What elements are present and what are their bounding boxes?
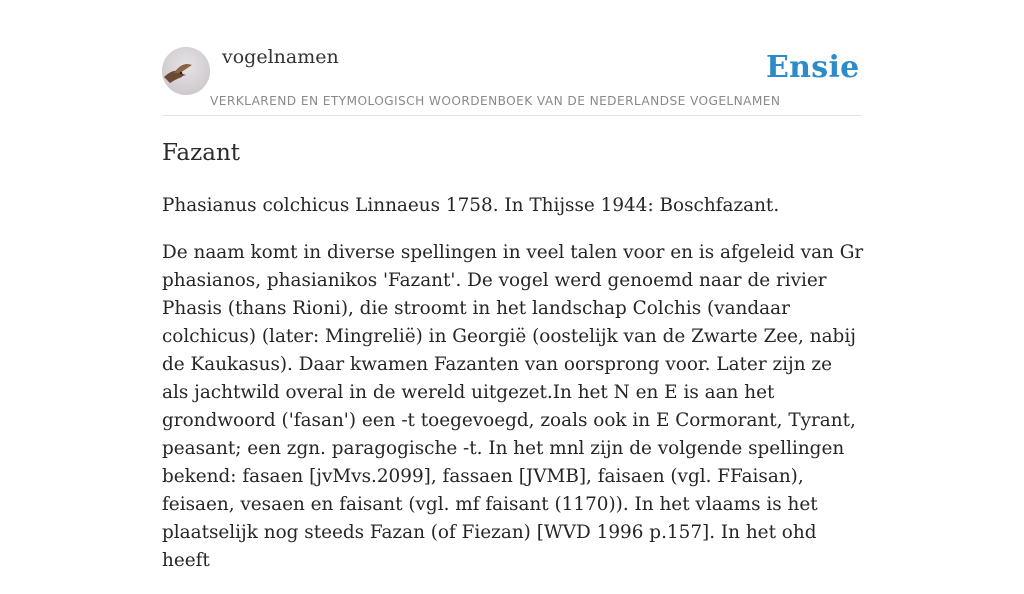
article-body <box>162 192 864 594</box>
article-paragraph-1: Phasianus colchicus Linnaeus 1758. In Thijsse 1944: Boschfazant. <box>162 195 780 216</box>
page-title: Fazant <box>162 140 240 166</box>
avatar[interactable] <box>162 47 210 95</box>
article-paragraph-2: De naam komt in diverse spellingen in veel talen voor en is afgeleid van Gr phasianos, phasianikos 'Fazant'. De vogel werd genoemd naar de rivier Phasis (thans Rioni), die stroomt in het landschap Colchis (vandaar colchicus) (later: Mingrelië) in Georgië (oostelijk van de Zwarte Zee, nabij de Kaukasus). Daar kwamen Fazanten van oorsprong voor. Later zijn ze als jachtwild overal in de wereld uitgezet.In het N en E is aan het grondwoord ('fasan') een -t toegevoegd, zoals ook in E Cormorant, Tyrant, peasant; een zgn. paragogische -t. In het mnl zijn de volgende spellingen bekend: fasaen [jvMvs.2099], fassaen [JVMB], faisaen (vgl. FFaisan), feisaen, vesaen en faisant (vgl. mf faisant (1170)). In het vlaams is het plaatselijk nog steeds Fazan (of Fiezan) [WVD 1996 p.157]. In het ohd heeft <box>162 242 864 571</box>
header-divider <box>162 115 862 116</box>
bird-photo-icon <box>162 47 210 95</box>
site-subtitle: VERKLAREND EN ETYMOLOGISCH WOORDENBOEK VAN DE NEDERLANDSE VOGELNAMEN <box>210 94 781 108</box>
site-name[interactable]: vogelnamen <box>222 46 339 68</box>
brand-logo[interactable]: Ensie <box>766 50 860 85</box>
